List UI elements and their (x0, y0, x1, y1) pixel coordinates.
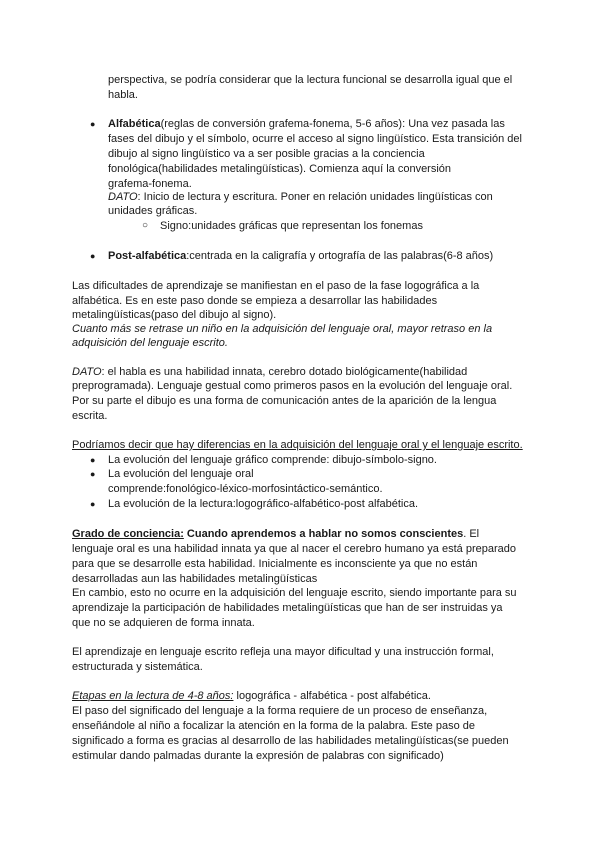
paragraph-line: unidades gráficas. (108, 205, 198, 217)
paragraph-line: estimular dando palmadas durante la expresión de palabras con significado) (72, 750, 444, 762)
grado-heading-line (72, 527, 479, 541)
paragraph-line: fonológica(habilidades metalingüísticas). Comienza aquí la conversión (108, 163, 452, 175)
paragraph-line: metalingüísticas(paso del dibujo al signo). (72, 309, 277, 321)
bullet-icon: ● (90, 499, 96, 509)
dato-label: DATO (72, 366, 102, 378)
italic-line: adquisición del lenguaje escrito. (72, 337, 228, 349)
bullet-icon: ● (90, 469, 96, 479)
list-item (108, 249, 493, 263)
bullet-icon: ● (90, 119, 96, 129)
etapas-text: logográfica - alfabética - post alfabética. (233, 690, 431, 702)
term-definition: (reglas de conversión grafema-fonema, 5-6 años): Una vez pasada las (160, 118, 505, 130)
list-item-continuation: comprende:fonológico-léxico-morfosintáctico-semántico. (108, 483, 383, 495)
paragraph-line: que no se adquieren de forma innata. (72, 617, 255, 629)
paragraph-line: escrita. (72, 410, 108, 422)
dato-line (72, 365, 467, 379)
term-alfabetica: Alfabética (108, 118, 161, 130)
paragraph-line: desarrolladas aun las habilidades metalingüísticas (72, 573, 318, 585)
paragraph-line: perspectiva, se podría considerar que la lectura funcional se desarrolla igual que el (108, 74, 513, 86)
paragraph-line: El aprendizaje en lenguaje escrito refleja una mayor dificultad y una instrucción formal, (72, 646, 494, 658)
paragraph-line: preprogramada). Lenguaje gestual como primeros pasos en la evolución del lenguaje oral. (72, 380, 513, 392)
paragraph-line: Las dificultades de aprendizaje se manifiestan en el paso de la fase logográfica a la (72, 280, 480, 292)
grado-label: Grado de conciencia: (72, 528, 184, 540)
sub-list-item: Signo:unidades gráficas que representan los fonemas (160, 220, 423, 232)
dato-text: : el habla es una habilidad innata, cerebro dotado biológicamente(habilidad (101, 366, 468, 378)
paragraph-line: aprendizaje la participación de habilidades metalingüísticas que han de ser instruidas ya (72, 602, 503, 614)
etapas-label: Etapas en la lectura de 4-8 años: (72, 690, 234, 702)
paragraph-line: estructurada y sistemática. (72, 661, 203, 673)
paragraph-line: grafema-fonema. (108, 178, 192, 190)
paragraph-line: Por su parte el dibujo es una forma de comunicación antes de la aparición de la lengua (72, 395, 497, 407)
paragraph-line: para que se desarrolle esta habilidad. Inicialmente es inconsciente ya que no están (72, 558, 478, 570)
hollow-bullet-icon: ○ (142, 220, 149, 231)
paragraph-line: fases del dibujo y el símbolo, ocurre el acceso al signo lingüístico. Esta transición del (108, 133, 522, 145)
paragraph-line: lenguaje oral es una habilidad innata ya que al nacer el cerebro humano ya está preparado (72, 543, 516, 555)
italic-line: Cuanto más se retrase un niño en la adquisición del lenguaje oral, mayor retraso en la (72, 323, 493, 335)
bullet-icon: ● (90, 455, 96, 465)
dato-line (108, 190, 493, 204)
list-item: La evolución del lenguaje gráfico comprende: dibujo-símbolo-signo. (108, 454, 437, 466)
list-item: La evolución del lenguaje oral (108, 468, 254, 480)
term-postalfabetica: Post-alfabética (108, 250, 187, 262)
paragraph-line: habla. (108, 89, 138, 101)
list-item (108, 117, 505, 131)
paragraph-line: El paso del significado del lenguaje a la forma requiere de un proceso de enseñanza, (72, 705, 488, 717)
list-item: La evolución de la lectura:logográfico-alfabético-post alfabética. (108, 498, 419, 510)
bullet-icon: ● (90, 251, 96, 261)
paragraph-line: En cambio, esto no ocurre en la adquisición del lenguaje escrito, siendo importante para su (72, 587, 517, 599)
term-definition: :centrada en la caligrafía y ortografía de las palabras(6-8 años) (186, 250, 494, 262)
section-heading: Podríamos decir que hay diferencias en la adquisición del lenguaje oral y el lenguaje escrito. (72, 439, 523, 451)
grado-text: . El (463, 528, 480, 540)
etapas-heading-line (72, 689, 431, 703)
paragraph-line: dibujo al signo lingüístico va a ser posible gracias a la conciencia (108, 148, 425, 160)
dato-text: : Inicio de lectura y escritura. Poner en relación unidades lingüísticas con (137, 191, 493, 203)
paragraph-line: significado a forma es gracias al desarrollo de las habilidades metalingüísticas(se pueden (72, 735, 509, 747)
dato-label: DATO (108, 191, 138, 203)
paragraph-line: alfabética. Es en este paso donde se empieza a desarrollar las habilidades (72, 295, 438, 307)
paragraph-line: enseñándole al niño a focalizar la atención en la forma de la palabra. Este paso de (72, 720, 475, 732)
grado-bold-text: Cuando aprendemos a hablar no somos conscientes (183, 528, 464, 540)
